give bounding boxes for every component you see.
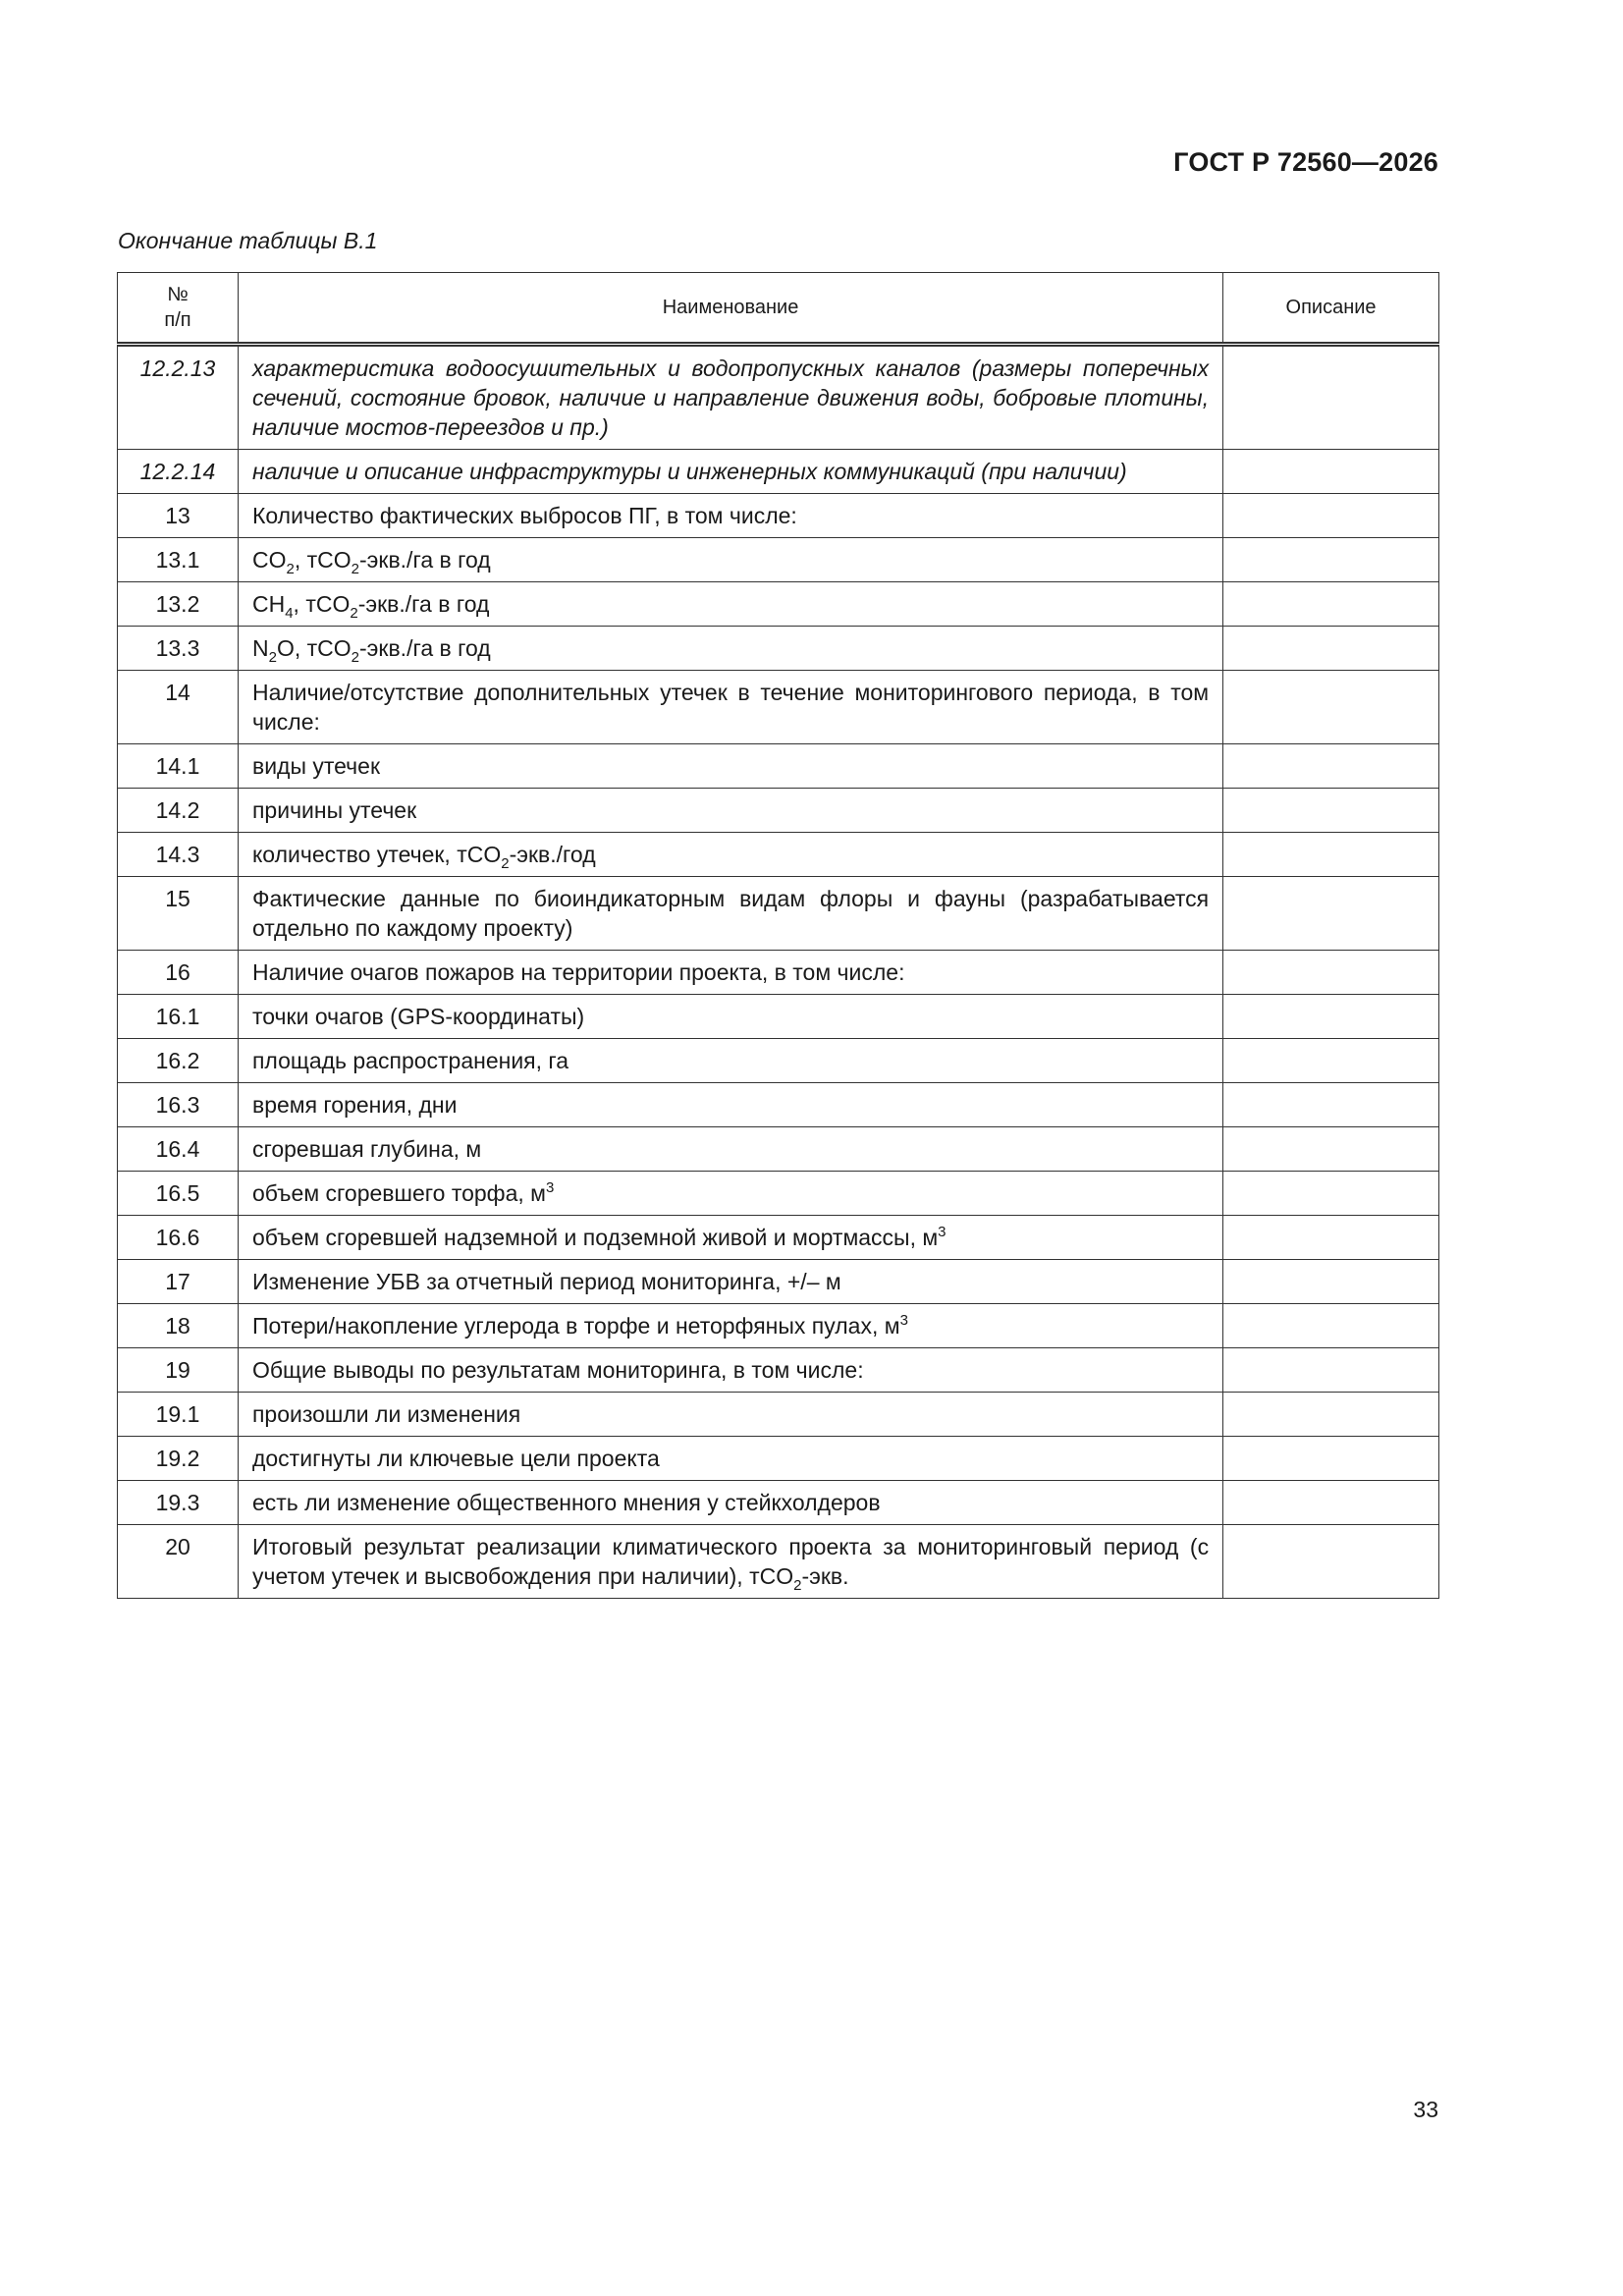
row-name: характеристика водоосушительных и водопропускных каналов (размеры поперечных сечений, состояние бровок, наличие и направление движения воды, бобровые плотины, наличие мостов-переездов и пр.) [238,345,1222,450]
table-row [118,1083,1439,1127]
row-description[interactable] [1223,345,1439,450]
row-number: 16.1 [118,995,239,1039]
row-description[interactable] [1223,1127,1439,1172]
table-caption: Окончание таблицы В.1 [118,228,378,253]
table-row [118,345,1439,450]
row-number: 15 [118,877,239,951]
row-description[interactable] [1223,1304,1439,1348]
table-row [118,995,1439,1039]
row-description[interactable] [1223,1437,1439,1481]
row-name: Количество фактических выбросов ПГ, в том числе: [238,494,1222,538]
row-number: 19 [118,1348,239,1393]
table-row [118,1437,1439,1481]
row-number: 20 [118,1525,239,1599]
row-name: Изменение УБВ за отчетный период мониторинга, +/– м [238,1260,1222,1304]
row-number: 16 [118,951,239,995]
row-name: сгоревшая глубина, м [238,1127,1222,1172]
row-number: 13 [118,494,239,538]
column-header-number: № п/п [118,273,239,345]
row-description[interactable] [1223,995,1439,1039]
row-description[interactable] [1223,1039,1439,1083]
row-description[interactable] [1223,1393,1439,1437]
table-row [118,627,1439,671]
row-name: $N_2O$, тCO$_2$-экв./га в год [238,627,1222,671]
table-row [118,744,1439,789]
row-description[interactable] [1223,450,1439,494]
row-description[interactable] [1223,494,1439,538]
table-row [118,1348,1439,1393]
row-name: количество утечек, тCO$_2$-экв./год [238,833,1222,877]
table-header-row [118,273,1439,345]
row-description[interactable] [1223,1216,1439,1260]
row-name: Общие выводы по результатам мониторинга, в том числе: [238,1348,1222,1393]
column-header-name: Наименование [238,273,1222,345]
monitoring-table [117,272,1439,1599]
row-number: 16.2 [118,1039,239,1083]
row-description[interactable] [1223,627,1439,671]
row-name: виды утечек [238,744,1222,789]
table-row [118,1260,1439,1304]
table-row [118,1216,1439,1260]
row-number: 13.3 [118,627,239,671]
row-name: объем сгоревшего торфа, $м^3$ [238,1172,1222,1216]
row-number: 19.2 [118,1437,239,1481]
row-name: Итоговый результат реализации климатического проекта за мониторинговый период (с учетом утечек и высвобождения при наличии), тCO$_2$-экв. [238,1525,1222,1599]
table-row [118,1525,1439,1599]
row-description[interactable] [1223,833,1439,877]
row-name: площадь распространения, га [238,1039,1222,1083]
row-name: произошли ли изменения [238,1393,1222,1437]
table-row [118,1172,1439,1216]
table-row [118,538,1439,582]
row-description[interactable] [1223,789,1439,833]
column-header-description: Описание [1223,273,1439,345]
row-name: Фактические данные по биоиндикаторным видам флоры и фауны (разрабатывается отдельно по каждому проекту) [238,877,1222,951]
table-row [118,1393,1439,1437]
table-row [118,450,1439,494]
row-number: 14 [118,671,239,744]
row-number: 14.1 [118,744,239,789]
row-description[interactable] [1223,1172,1439,1216]
table-row [118,951,1439,995]
table-row [118,1039,1439,1083]
table-row [118,1304,1439,1348]
row-name: Наличие/отсутствие дополнительных утечек в течение мониторингового периода, в том числе: [238,671,1222,744]
table-row [118,789,1439,833]
table-row [118,1127,1439,1172]
row-description[interactable] [1223,744,1439,789]
row-name: объем сгоревшей надземной и подземной живой и мортмассы, $м^3$ [238,1216,1222,1260]
row-number: 19.1 [118,1393,239,1437]
page-number: 33 [1413,2097,1438,2122]
row-name: Потери/накопление углерода в торфе и неторфяных пулах, $м^3$ [238,1304,1222,1348]
row-name: причины утечек [238,789,1222,833]
row-description[interactable] [1223,1260,1439,1304]
row-description[interactable] [1223,582,1439,627]
row-description[interactable] [1223,1348,1439,1393]
table-row [118,671,1439,744]
table-row [118,582,1439,627]
row-number: 16.6 [118,1216,239,1260]
row-number: 16.5 [118,1172,239,1216]
row-number: 12.2.14 [118,450,239,494]
row-number: 14.3 [118,833,239,877]
row-name: время горения, дни [238,1083,1222,1127]
row-description[interactable] [1223,671,1439,744]
row-number: 16.4 [118,1127,239,1172]
row-name: достигнуты ли ключевые цели проекта [238,1437,1222,1481]
row-number: 14.2 [118,789,239,833]
row-name: есть ли изменение общественного мнения у стейкхолдеров [238,1481,1222,1525]
row-number: 13.1 [118,538,239,582]
row-number: 17 [118,1260,239,1304]
table-row [118,833,1439,877]
row-name: Наличие очагов пожаров на территории проекта, в том числе: [238,951,1222,995]
row-name: $CO_2$, тCO$_2$-экв./га в год [238,538,1222,582]
row-description[interactable] [1223,951,1439,995]
table-row [118,877,1439,951]
document-code: ГОСТ Р 72560—2026 [1173,147,1438,177]
row-description[interactable] [1223,1525,1439,1599]
row-number: 16.3 [118,1083,239,1127]
row-description[interactable] [1223,877,1439,951]
row-number: 12.2.13 [118,345,239,450]
table-row [118,1481,1439,1525]
row-description[interactable] [1223,1083,1439,1127]
row-number: 18 [118,1304,239,1348]
row-number: 13.2 [118,582,239,627]
table-row [118,494,1439,538]
row-description[interactable] [1223,1481,1439,1525]
row-number: 19.3 [118,1481,239,1525]
row-name: $CH_4$, тCO$_2$-экв./га в год [238,582,1222,627]
row-name: точки очагов (GPS-координаты) [238,995,1222,1039]
row-description[interactable] [1223,538,1439,582]
row-name: наличие и описание инфраструктуры и инженерных коммуникаций (при наличии) [238,450,1222,494]
